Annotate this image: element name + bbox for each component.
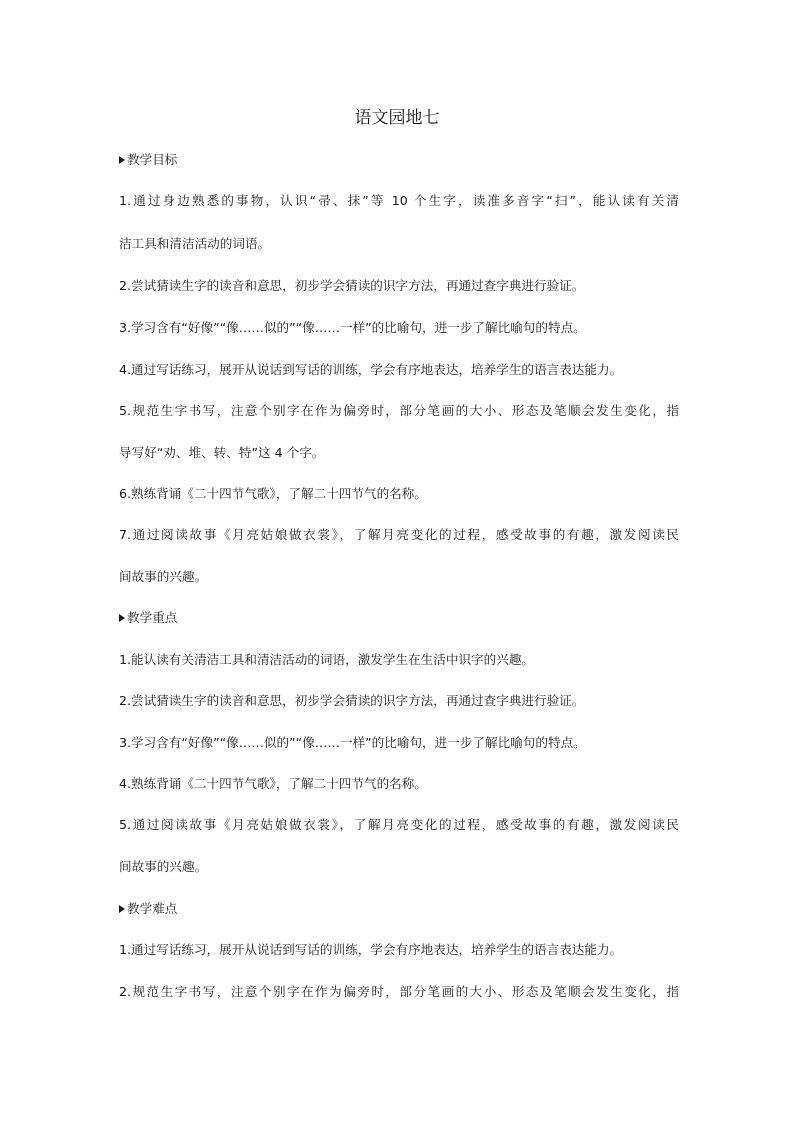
paragraph-line: 2.规范生字书写，注意个别字在作为偏旁时，部分笔画的大小、形态及笔顺会发生变化，指 [119, 984, 679, 999]
paragraph-line: 5.通过阅读故事《月亮姑娘做衣裳》，了解月亮变化的过程，感受故事的有趣，激发阅读民 [119, 817, 679, 832]
section-heading-label: 教学重点 [127, 610, 178, 625]
paragraph-line: 1.通过写话练习，展开从说话到写话的训练，学会有序地表达，培养学生的语言表达能力。 [119, 942, 623, 957]
paragraph-line: 4.通过写话练习，展开从说话到写话的训练，学会有序地表达，培养学生的语言表达能力。 [119, 362, 623, 377]
triangle-bullet-icon [119, 905, 125, 913]
section-heading-difficulties [119, 900, 177, 918]
paragraph-line: 3.学习含有“好像”“像……似的”“像……一样”的比喻句，进一步了解比喻句的特点。 [119, 320, 586, 335]
section-heading-label: 教学目标 [127, 152, 178, 167]
paragraph-line: 2.尝试猜读生字的读音和意思，初步学会猜读的识字方法，再通过查字典进行验证。 [119, 693, 585, 708]
paragraph-line: 洁工具和清洁活动的词语。 [119, 236, 271, 251]
page-title: 语文园地七 [354, 108, 440, 128]
section-heading-label: 教学难点 [127, 901, 178, 916]
triangle-bullet-icon [119, 614, 125, 622]
paragraph-line: 1.通过身边熟悉的事物，认识“帚、抹”等 10 个生字，读准多音字“扫”，能认读有关清 [119, 193, 679, 208]
paragraph-line: 3.学习含有“好像”“像……似的”“像……一样”的比喻句，进一步了解比喻句的特点。 [119, 735, 586, 750]
paragraph-line: 2.尝试猜读生字的读音和意思，初步学会猜读的识字方法，再通过查字典进行验证。 [119, 278, 585, 293]
paragraph-line: 5.规范生字书写，注意个别字在作为偏旁时，部分笔画的大小、形态及笔顺会发生变化，指 [119, 403, 679, 418]
paragraph-line: 7.通过阅读故事《月亮姑娘做衣裳》，了解月亮变化的过程，感受故事的有趣，激发阅读民 [119, 527, 679, 542]
paragraph-line: 1.能认读有关清洁工具和清洁活动的词语，激发学生在生活中识字的兴趣。 [119, 652, 535, 667]
paragraph-line: 6.熟练背诵《二十四节气歌》，了解二十四节气的名称。 [119, 486, 427, 501]
triangle-bullet-icon [119, 156, 125, 164]
paragraph-line: 间故事的兴趣。 [119, 569, 208, 584]
paragraph-line: 导写好“劝、堆、转、特”这 4 个字。 [119, 445, 325, 460]
section-heading-key-points [119, 609, 177, 627]
paragraph-line: 间故事的兴趣。 [119, 859, 208, 874]
section-heading-objectives [119, 151, 177, 169]
paragraph-line: 4.熟练背诵《二十四节气歌》，了解二十四节气的名称。 [119, 776, 427, 791]
